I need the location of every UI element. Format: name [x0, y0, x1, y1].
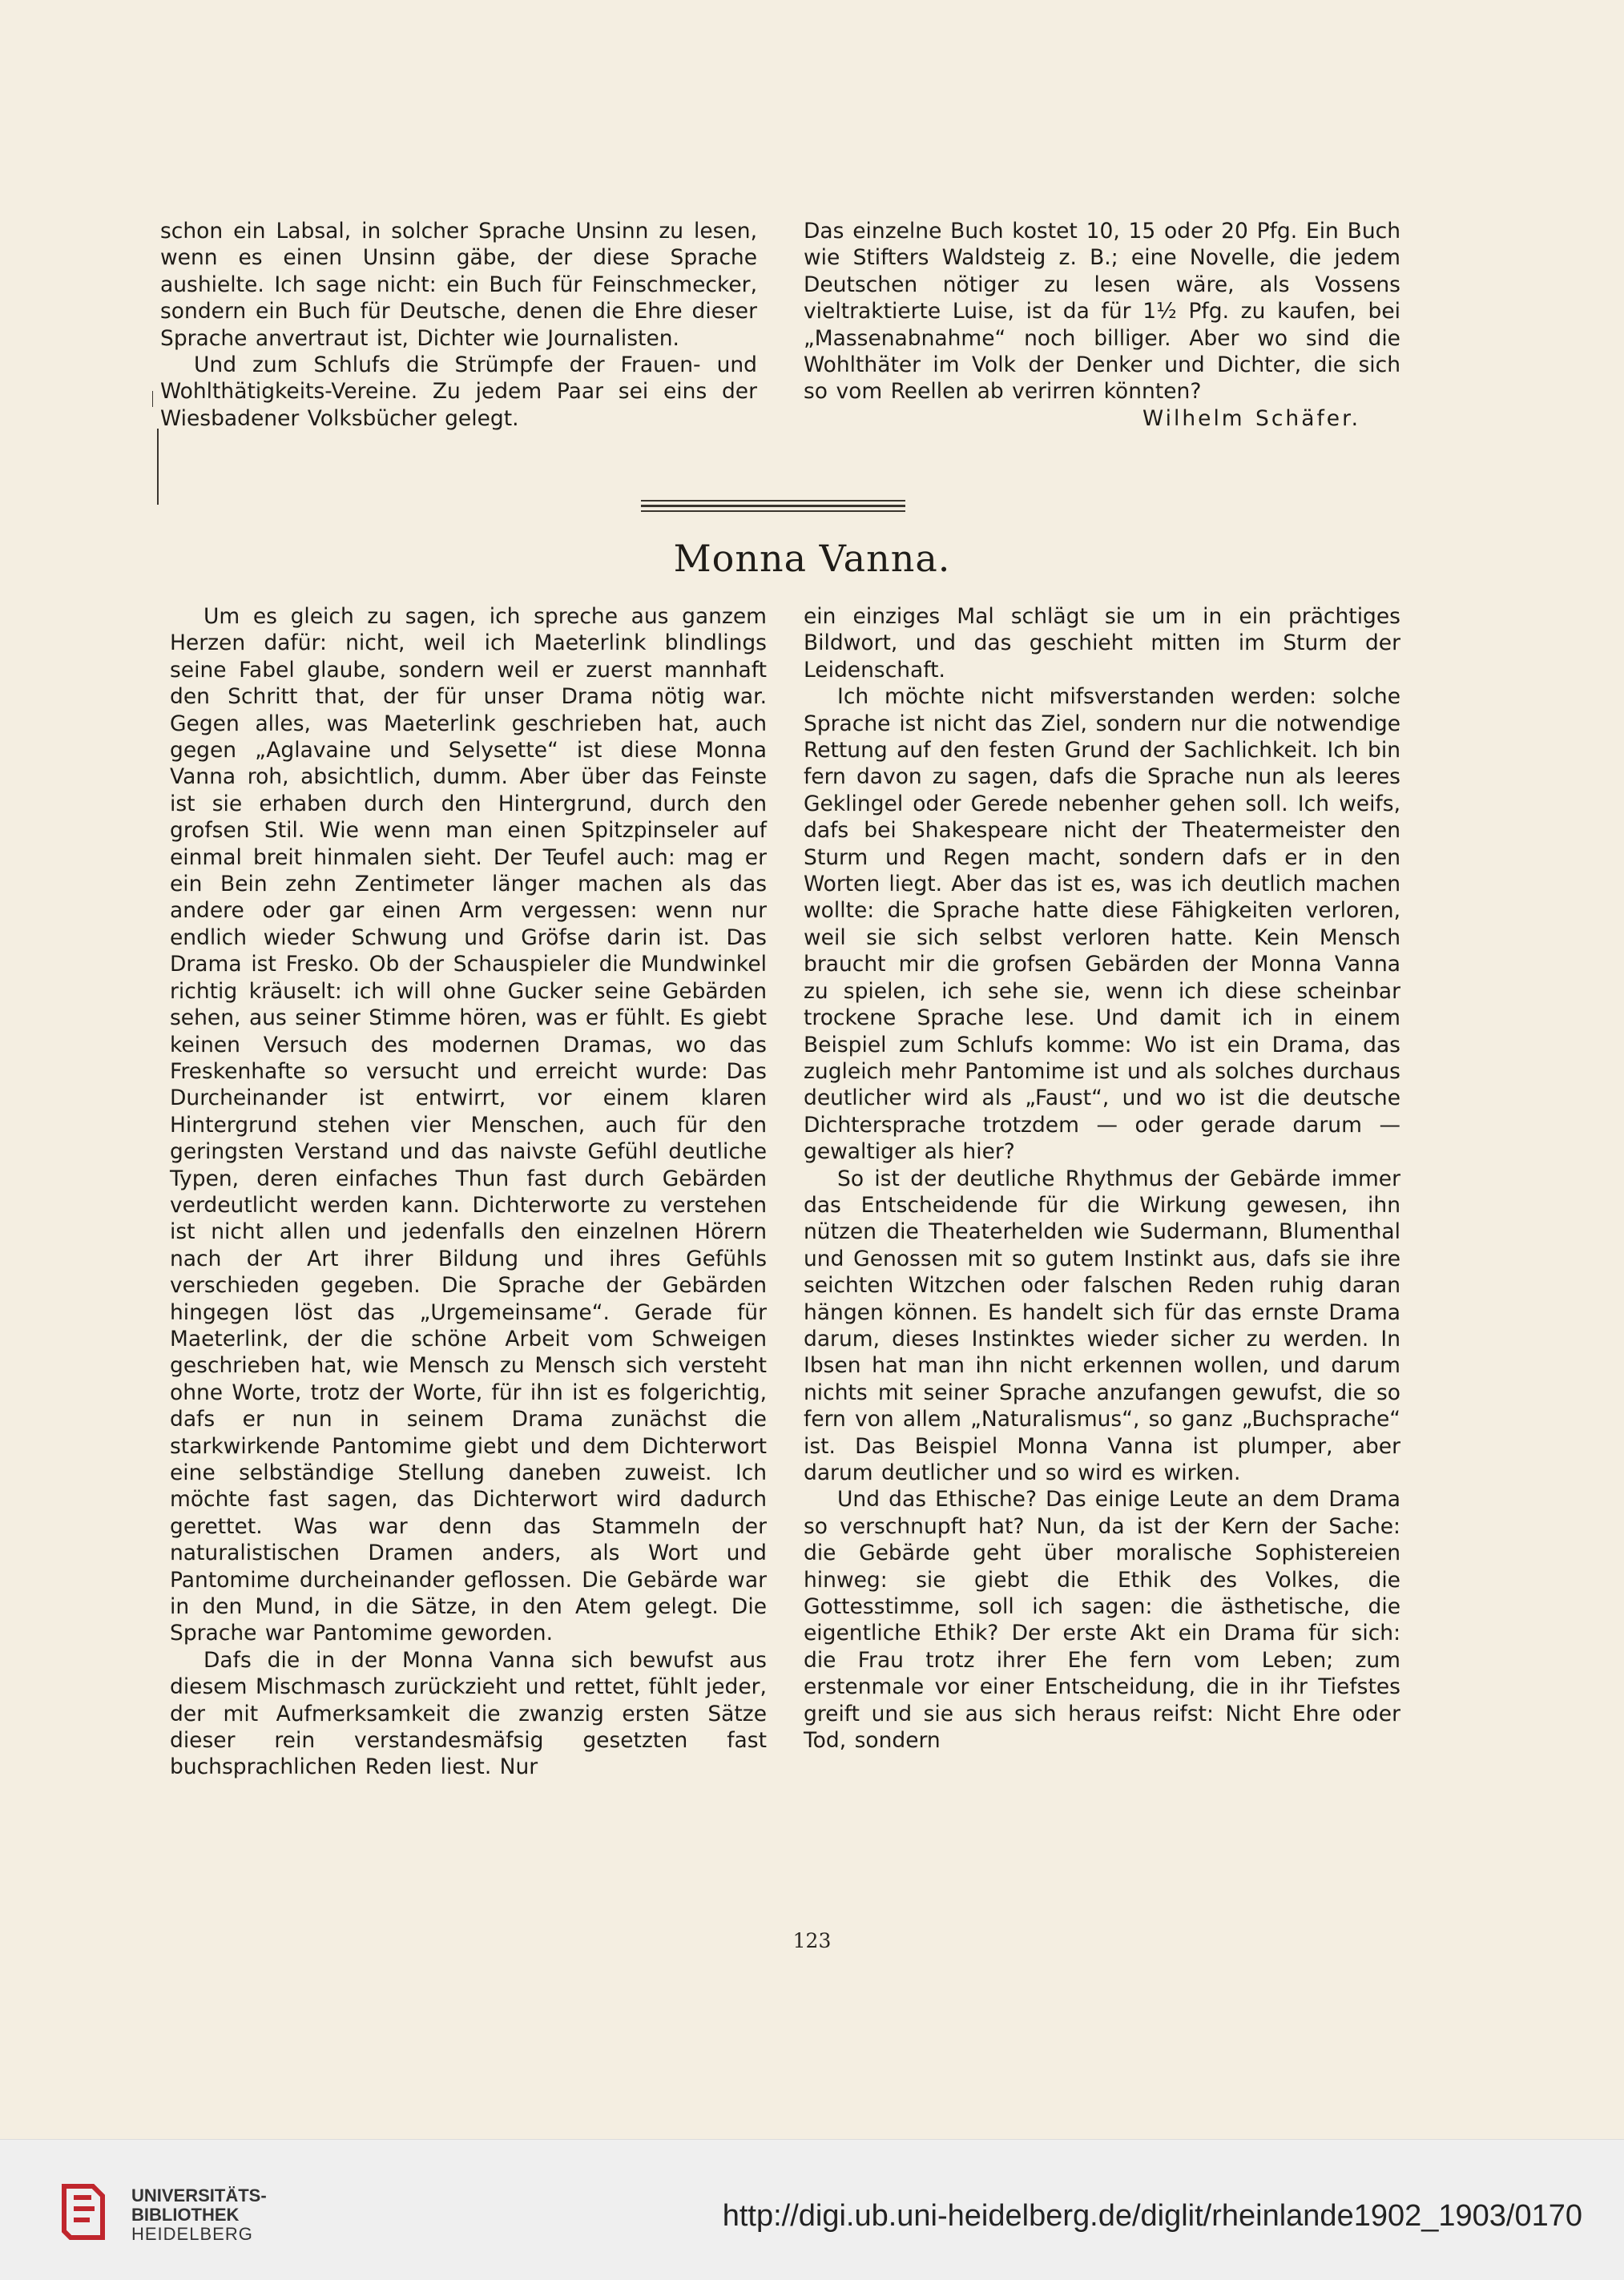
- library-name-line: BIBLIOTHEK: [131, 2205, 240, 2225]
- digitization-footer: [0, 2139, 1624, 2280]
- paragraph: Ich möchte nicht mifsverstanden werden: solche Sprache ist nicht das Ziel, sondern nur die notwendige Rettung auf den festen Grund der Sachlichkeit. Ich bin fern davon zu sagen, dafs die Sprache nun als leeres Geklingel oder Gerede nebenher gehen soll. Ich weifs, dafs bei Shakespeare nicht der Theatermeister den Sturm und Regen macht, sondern dafs er in den Worten liegt. Aber das ist es, was ich deutlich machen wollte: die Sprache hatte diese Fähigkeiten verloren, weil sie sich selbst verloren hatte. Kein Mensch braucht mir die grofsen Gebärden der Monna Vanna zu spielen, ich sehe sie, wenn ich diese scheinbar trockene Sprache lese. Und damit ich in einem Beispiel zum Schlufs komme: Wo ist ein Drama, das zugleich mehr Pantomime ist und als solches durchaus deutlicher wird als „Faust“, und wo ist die deutsche Dichtersprache trotzdem — oder gerade darum — gewaltiger als hier?: [804, 684, 1400, 1165]
- margin-mark: [157, 429, 159, 505]
- paragraph: Dafs die in der Monna Vanna sich bewufst aus diesem Mischmasch zurückzieht und rettet, fühlt jeder, der mit Aufmerksamkeit die zwanzig ersten Sätze dieser rein verstandesmäfsig gesetzten fast buchsprachlichen Reden liest. Nur: [170, 1647, 767, 1780]
- paragraph: ein einziges Mal schlägt sie um in ein prächtiges Bildwort, und das geschieht mitten im Sturm der Leidenschaft.: [804, 604, 1400, 683]
- heidelberg-library-logo-icon: [54, 2180, 119, 2244]
- top-left-column: [160, 218, 757, 432]
- library-name-line: HEIDELBERG: [131, 2224, 253, 2244]
- permalink-url[interactable]: http://digi.ub.uni-heidelberg.de/diglit/rheinlande1902_1903/0170: [722, 2199, 1582, 2233]
- paragraph: Das einzelne Buch kostet 10, 15 oder 20 Pfg. Ein Buch wie Stifters Waldsteig z. B.; eine Novelle, die jedem Deutschen nötiger zu lesen wäre, als Vossens vieltraktierte Luise, ist da für 1½ Pfg. zu kaufen, bei „Massenabnahme“ noch billiger. Aber wo sind die Wohlthäter im Volk der Denker und Dichter, die sich so vom Reellen ab verirren könnten?: [804, 219, 1400, 405]
- paragraph: schon ein Labsal, in solcher Sprache Unsinn zu lesen, wenn es einen Unsinn gäbe, der diese Sprache aushielte. Ich sage nicht: ein Buch für Feinschmecker, sondern ein Buch für Deutsche, denen die Ehre dieser Sprache anvertraut ist, Dichter wie Journalisten.: [160, 219, 757, 351]
- main-right-column: [804, 603, 1400, 1754]
- paragraph: So ist der deutliche Rhythmus der Gebärde immer das Entscheidende für die Wirkung gewesen, ihn nützen die Theaterhelden wie Sudermann, Blumenthal und Genossen mit so gutem Instinkt aus, dafs sie ihre seichten Witzchen oder falschen Reden ruhig daran hängen können. Es handelt sich für das ernste Drama darum, dieses Instinktes wieder sicher zu werden. In Ibsen hat man ihn nicht erkennen wollen, und darum nichts mit seiner Sprache anzufangen gewufst, die so fern von allem „Naturalismus“, so ganz „Buchsprache“ ist. Das Beispiel Monna Vanna ist plumper, aber darum deutlicher und so wird es wirken.: [804, 1166, 1400, 1485]
- author-signature: Wilhelm Schäfer.: [1142, 405, 1360, 431]
- section-divider: [641, 500, 905, 514]
- article-title: Monna Vanna.: [673, 537, 951, 580]
- main-left-column: [170, 603, 767, 1781]
- paragraph: Und zum Schlufs die Strümpfe der Frauen- und Wohlthätigkeits-Vereine. Zu jedem Paar sei eins der Wiesbadener Volksbücher gelegt.: [160, 352, 757, 431]
- paragraph: Um es gleich zu sagen, ich spreche aus ganzem Herzen dafür: nicht, weil ich Maeterlink blindlings seine Fabel glaube, sondern weil er zuerst mannhaft den Schritt that, der für unser Drama nötig war. Gegen alles, was Maeterlink geschrieben hat, auch gegen „Aglavaine und Selysette“ ist diese Monna Vanna roh, absichtlich, dumm. Aber über das Feinste ist sie erhaben durch den Hintergrund, durch den grofsen Stil. Wie wenn man einen Spitzpinseler auf einmal breit hinmalen sieht. Der Teufel auch: mag er ein Bein zehn Zentimeter länger machen als das andere oder gar einen Arm vergessen: wenn nur endlich wieder Schwung und Gröfse darin ist. Das Drama ist Fresko. Ob der Schauspieler die Mundwinkel richtig kräuselt: ich will ohne Gucker seine Gebärden sehen, aus seiner Stimme hören, was er fühlt. Es giebt keinen Versuch des modernen Dramas, wo das Freskenhafte so versucht und erreicht wurde: Das Durcheinander ist entwirrt, vor einem klaren Hintergrund stehen vier Menschen, auch für den geringsten Verstand und das naivste Gefühl deutliche Typen, deren einfaches Thun fast durch Gebärden verdeutlicht werden kann. Dichterworte zu verstehen ist nicht allen und jedenfalls den einzelnen Hörern nach der Art ihrer Bildung und ihres Gefühls verschieden gegeben. Die Sprache der Gebärden hingegen löst das „Urgemeinsame“. Gerade für Maeterlink, der die schöne Arbeit vom Schweigen geschrieben hat, wie Mensch zu Mensch sich versteht ohne Worte, trotz der Worte, für ihn ist es folgerichtig, dafs er nun in seinem Drama zunächst die starkwirkende Pantomime giebt und dem Dichterwort eine selbständige Stellung daneben zuweist. Ich möchte fast sagen, das Dichterwort wird dadurch gerettet. Was war denn das Stammeln der naturalistischen Dramen anders, als Wort und Pantomime durcheinander geflossen. Die Gebärde war in den Mund, in die Sätze, in den Atem gelegt. Die Sprache war Pantomime geworden.: [170, 604, 767, 1646]
- margin-mark: [152, 391, 153, 407]
- library-name-line: UNIVERSITÄTS-: [131, 2185, 267, 2205]
- library-name: [131, 2186, 267, 2244]
- paragraph: Und das Ethische? Das einige Leute an dem Drama so verschnupft hat? Nun, da ist der Kern der Sache: die Gebärde geht über moralische Sophistereien hinweg: sie giebt die Ethik des Volkes, die Gottesstimme, soll ich sagen: die ästhetische, die eigentliche Ethik? Der erste Akt ein Drama für sich: die Frau trotz ihrer Ehe fern vom Leben; zum erstenmale vor einer Entscheidung, die in ihr Tiefstes greift und sie aus sich heraus reifst: Nicht Ehre oder Tod, sondern: [804, 1487, 1400, 1754]
- top-right-column: [804, 218, 1400, 432]
- page-number: 123: [792, 1929, 832, 1952]
